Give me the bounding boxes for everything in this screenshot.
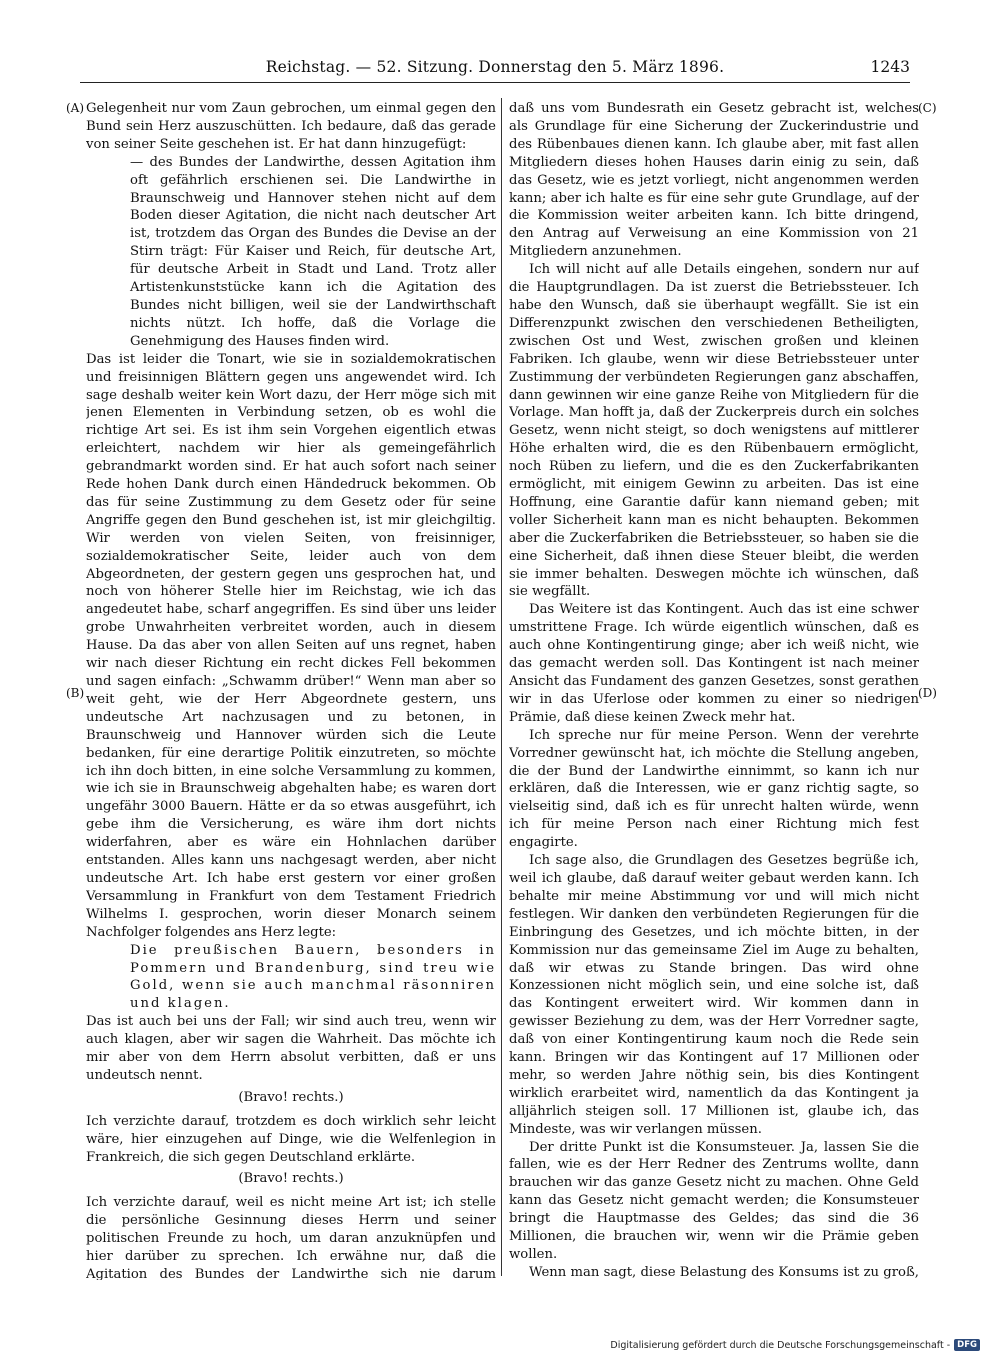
right-column: [509, 100, 919, 1280]
margin-marker-c: (C): [918, 101, 937, 115]
paragraph: Ich verzichte darauf, trotzdem es doch wirklich sehr leicht wäre, hier einzugehen auf Dinge, wie die Welfenlegion in Frankreich, die sich gegen Deutschland erklärte.: [86, 1113, 496, 1165]
page-number: 1243: [870, 58, 910, 76]
paragraph: daß uns vom Bundesrath ein Gesetz gebracht ist, welches als Grundlage für eine Sicherung der Zuckerindustrie und des Rübenbaues dienen kann. Ich glaube aber, mit fast allen Mitgliedern dieses hohen Hauses darin einig zu sein, daß das Gesetz, wie es jetzt vorliegt, nicht angenommen werden kann; aber ich halte es für eine sehr gute Grundlage, auf der die Kommission weiter arbeiten kann. Ich bitte dringend, den Antrag auf Verweisung an eine Kommission von 21 Mitgliedern anzunehmen.: [509, 101, 919, 260]
column-divider: [501, 98, 502, 1276]
margin-marker-b: (B): [66, 686, 85, 700]
paragraph: Gelegenheit nur vom Zaun gebrochen, um einmal gegen den Bund sein Herz auszuschütten. Ich bedaure, daß das gerade von seiner Seite geschehen ist. Er hat dann hinzugefügt:: [86, 101, 496, 152]
margin-marker-d: (D): [918, 686, 937, 700]
paragraph: Wenn man sagt, diese Belastung des Konsums ist zu groß,: [529, 1264, 919, 1280]
header-title: Reichstag. — 52. Sitzung. Donnerstag den 5. März 1896.: [265, 58, 725, 76]
running-header: [80, 56, 910, 83]
paragraph: Das Weitere ist das Kontingent. Auch das ist eine schwer umstrittene Frage. Ich würde eigentlich wünschen, daß es auch ohne Kontingentirung ginge; aber ich weiß nicht, wie das gemacht werden soll. Das Kontingent ist nach meiner Ansicht das Fundament des ganzen Gesetzes, sonst gerathen wir in das Uferlose oder kommen zu einer so niedrigen Prämie, daß diese keinen Zweck mehr hat.: [509, 602, 919, 725]
paragraph: Das ist leider die Tonart, wie sie in sozialdemokratischen und freisinnigen Blättern gegen uns angewendet wird. Ich sage deshalb weiter kein Wort dazu, der Herr möge sich mit jenen Elementen in Verbindung setzen, ob es wohl die richtige Art sei. Es ist ihm sein Vorgehen eigentlich etwas erleichtert, nachdem wir hier als gemeingefährlich gebrandmarkt worden sind. Er hat auch sofort nach seiner Rede hohen Dank durch einen Händedruck bekommen. Ob das für seine Zustimmung zu dem Gesetz oder für seine Angriffe gegen den Bund geschehen ist, ist mir gleichgiltig. Wir werden von vielen Seiten, von freisinniger, sozialdemokratischer Seite, leider auch von dem Abgeordneten, der gestern gegen uns gesprochen hat, und noch von höherer Stelle hier im Reichstag, wie ich das angedeutet habe, scharf angegriffen. Es sind über uns leider grobe Unwahrheiten verbreitet worden, auch in diesem Hause. Da das aber von allen Seiten auf uns regnet, haben wir nach dieser Richtung ein recht dickes Fell bekommen und sagen einfach: „Schwamm drüber!“ Wenn man aber so weit geht, wie der Herr Abgeordnete gestern, uns undeutsche Art nachzusagen und zu betonen, in Braunschweig und Hannover würden sich die Leute bedanken, für eine derartige Politik einzutreten, so möchte ich ihn doch bitten, in eine solche Versammlung zu kommen, wie ich sie in Braunschweig abgehalten habe; es waren dort ungefähr 3000 Bauern. Hätte er da so etwas ausgeführt, ich gebe ihm die Versicherung, es wäre ihm dort nichts widerfahren, aber es wäre ein Hohnlachen darüber entstanden. Alles kann uns nachgesagt werden, aber nicht undeutsche Art. Ich habe erst gestern vor einer großen Versammlung in Frankfurt von dem Testament Friedrich Wilhelms I. gesprochen, worin dieser Monarch seinem Nachfolger folgendes ans Herz legte:: [86, 351, 496, 940]
interjection: (Bravo! rechts.): [238, 1171, 344, 1187]
block-quote: Die preußischen Bauern, besonders in Pommern und Brandenburg, sind treu wie Gold, wenn sie auch manchmal räsonniren und klagen.: [130, 942, 496, 1012]
interjection: (Bravo! rechts.): [238, 1089, 344, 1105]
paragraph: Ich will nicht auf alle Details eingehen, sondern nur auf die Hauptgrundlagen. Da ist zuerst die Betriebssteuer. Ich habe den Wunsch, daß sie überhaupt wegfällt. Sie ist ein Differenzpunkt zwischen den verschiedenen Betheiligten, zwischen Ost und West, zwischen großen und kleinen Fabriken. Ich glaube, wenn wir diese Betriebssteuer unter Zustimmung der verbündeten Regierungen ganz abschaffen, dann gewinnen wir eine ganze Reihe von Mitgliedern für die Vorlage. Man hofft ja, daß der Zuckerpreis durch ein solches Gesetz, wenn nicht steigt, so doch wenigstens auf mittlerer Höhe erhalten wird, die es den Rübenbauern ermöglicht, noch Rüben zu liefern, und die es den Zuckerfabrikanten ermöglicht, mit einigem Gewinn zu arbeiten. Das ist eine Hoffnung, eine Garantie dafür kann niemand geben; mit voller Sicherheit kann man es nicht behaupten. Bekommen aber die Zuckerfabriken die Betriebssteuer, so haben sie die eine Sicherheit, daß ihnen diese Steuer bleibt, die werden sie immer behalten. Deswegen möchte ich wünschen, daß sie wegfällt.: [509, 262, 919, 600]
paragraph: Der dritte Punkt ist die Konsumsteuer. Ja, lassen Sie die fallen, wie es der Herr Redner des Zentrums wollte, dann brauchen wir das ganze Gesetz nicht zu machen. Ohne Geld kann das Gesetz nicht gemacht werden; die Konsumsteuer bringt die Hauptmasse des Geldes; das sind die 36 Millionen, die brauchen wir, wenn wir die Prämie geben wollen.: [509, 1139, 919, 1262]
footer: [610, 1339, 980, 1351]
block-quote: — des Bundes der Landwirthe, dessen Agitation ihm oft gefährlich erschienen sei. Die Landwirthe in Braunschweig und Hannover stehen nicht auf dem Boden dieser Agitation, die nicht nach deutscher Art ist, trotzdem das Organ des Bundes die Devise an der Stirn trägt: Für Kaiser und Reich, für deutsche Art, für deutsche Arbeit in Stadt und Land. Trotz aller Artistenkunststücke kann ich die Agitation des Bundes nicht billigen, weil sie der Landwirthschaft nichts nützt. Ich hoffe, daß die Vorlage die Genehmigung des Hauses finden wird.: [130, 154, 496, 349]
left-column: [86, 100, 496, 1280]
footer-credit: Digitalisierung gefördert durch die Deutsche Forschungsgemeinschaft -: [610, 1339, 951, 1351]
paragraph: Das ist auch bei uns der Fall; wir sind auch treu, wenn wir auch klagen, aber wir sagen die Wahrheit. Das möchte ich mir aber von dem Herrn absolut verbitten, daß er uns undeutsch nennt.: [86, 1014, 496, 1083]
paragraph: Ich verzichte darauf, weil es nicht meine Art ist; ich stelle die persönliche Gesinnung dieses Herrn und seiner politischen Freunde zu hoch, um daran anzuknüpfen und hier darüber zu sprechen. Ich erwähne nur, daß die Agitation des Bundes der Landwirthe sich nie darum: [86, 1195, 496, 1280]
paragraph: Ich spreche nur für meine Person. Wenn der verehrte Vorredner gewünscht hat, ich möchte die Stellung angeben, die der Bund der Landwirthe einnimmt, so kann ich nur erklären, daß die Interessen, wie er ganz richtig sagte, so vielseitig sind, daß ich es für unrecht halten würde, wenn ich für meine Person nach einer Richtung mich fest engagirte.: [509, 727, 919, 851]
dfg-logo: DFG: [954, 1339, 980, 1351]
paragraph: Ich sage also, die Grundlagen des Gesetzes begrüße ich, weil ich glaube, daß darauf weiter gebaut werden kann. Ich behalte mir meine Abstimmung vor und will mich nicht festlegen. Wir danken den verbündeten Regierungen für die Einbringung des Gesetzes, und ich möchte bitten, in der Kommission nur das gemeinsame Ziel im Auge zu behalten, daß wir etwas zu Stande bringen. Das wird ohne Konzessionen nicht möglich sein, und eine solche ist, daß das Kontingent erweitert wird. Wir kommen dann in gewisser Beziehung zu dem, was der Herr Vorredner sagte, daß von einer Kontingentirung kaum noch die Rede sein kann. Bringen wir das Kontingent auf 17 Millionen oder mehr, so werden Jahre nöthig sein, bis dies Kontingent wirklich erarbeitet wird, namentlich da das Kontingent ja alljährlich steigen soll. 17 Millionen ist, glaube ich, das Mindeste, was wir verlangen müssen.: [509, 853, 919, 1137]
margin-marker-a: (A): [66, 101, 85, 115]
